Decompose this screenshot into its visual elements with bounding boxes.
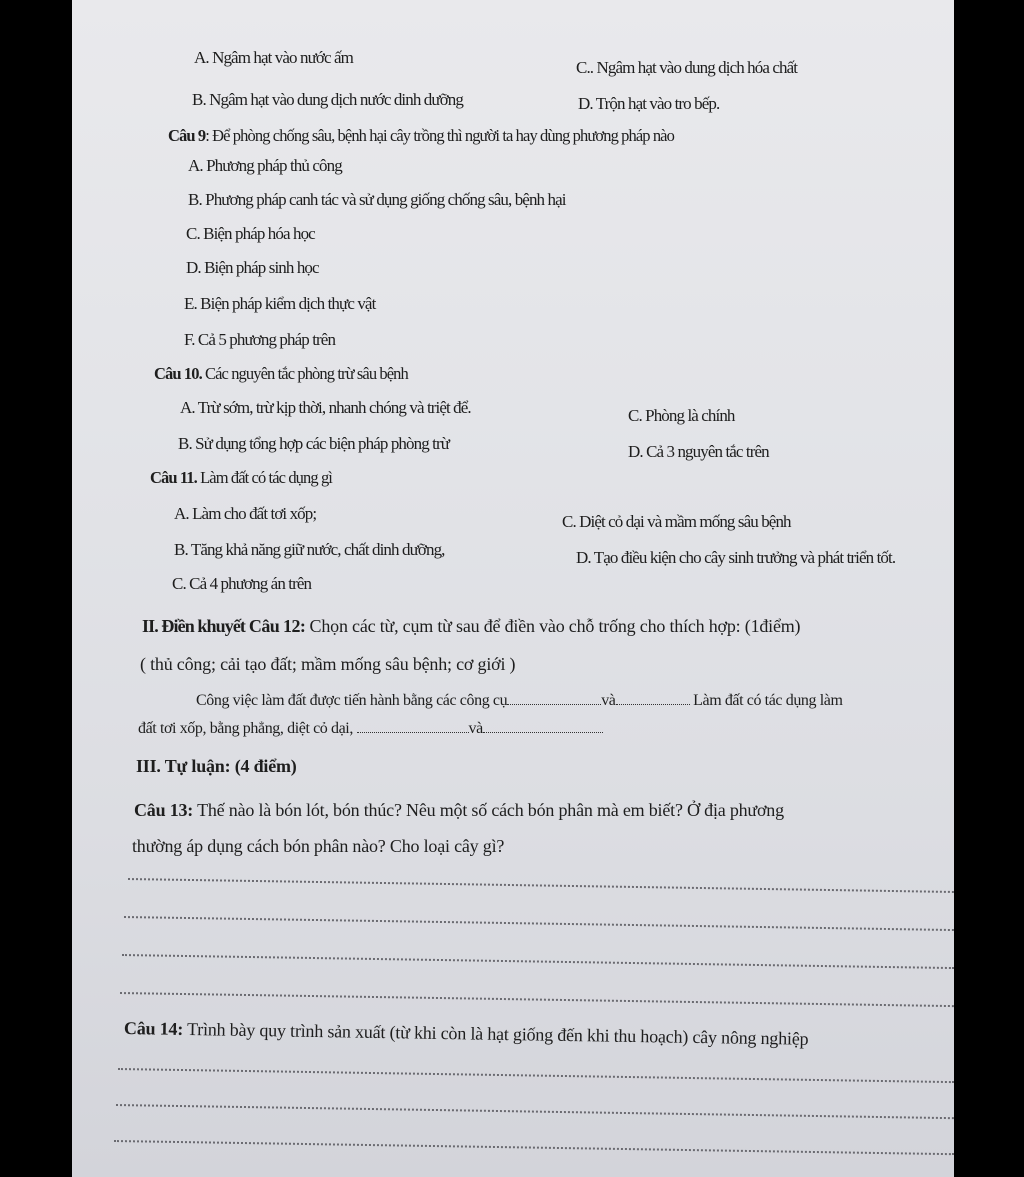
section-3-title: III. Tự luận: (4 điểm) <box>136 756 297 776</box>
question-9-label: Câu 9 <box>168 126 206 145</box>
fill-line-1 <box>196 692 843 710</box>
q8-option-d: D. Trộn hạt vào tro bếp. <box>578 94 720 113</box>
question-11-text: Làm đất có tác dụng gì <box>196 468 332 487</box>
q11-option-c: C. Diệt cỏ dại và mầm mống sâu bệnh <box>562 512 791 531</box>
section-2-heading <box>142 616 800 637</box>
question-14-text: Trình bày quy trình sản xuất (từ khi còn là hạt giống đến khi thu hoạch) cây nông nghiệp <box>182 1018 809 1049</box>
q11-option-all: C. Cả 4 phương án trên <box>172 574 312 593</box>
answer-line[interactable] <box>128 878 954 893</box>
q10-option-c: C. Phòng là chính <box>628 406 735 425</box>
question-11-label: Câu 11. <box>150 468 197 487</box>
q9-option-c: C. Biện pháp hóa học <box>186 224 315 243</box>
fill-line-2-start: đất tơi xốp, bằng phẳng, diệt cỏ dại, <box>138 720 357 737</box>
fill-and-1: và <box>601 692 616 709</box>
blank-2[interactable] <box>616 692 690 705</box>
fill-line-1-end: Làm đất có tác dụng làm <box>689 692 843 709</box>
answer-line[interactable] <box>116 1104 954 1119</box>
question-13-line-1 <box>134 800 784 821</box>
fill-line-2 <box>138 720 603 738</box>
question-14 <box>124 1018 809 1050</box>
answer-line[interactable] <box>114 1140 954 1155</box>
question-12-text: Chọn các từ, cụm từ sau để điền vào chỗ trống cho thích hợp: (1điểm) <box>305 616 801 636</box>
question-14-label: Câu 14: <box>123 1018 184 1039</box>
question-10 <box>154 364 408 384</box>
q10-option-b: B. Sử dụng tổng hợp các biện pháp phòng trừ <box>178 434 450 453</box>
question-10-label: Câu 10. <box>154 364 202 383</box>
question-13-label: Câu 13: <box>134 800 194 820</box>
answer-line[interactable] <box>122 954 954 969</box>
word-bank: ( thủ công; cải tạo đất; mầm mống sâu bệnh; cơ giới ) <box>140 654 516 674</box>
q9-option-d: D. Biện pháp sinh học <box>186 258 319 277</box>
question-10-text: Các nguyên tắc phòng trừ sâu bệnh <box>201 364 408 383</box>
q8-option-c: C.. Ngâm hạt vào dung dịch hóa chất <box>576 58 798 77</box>
answer-line[interactable] <box>124 916 954 931</box>
fill-line-1-start: Công việc làm đất được tiến hành bằng các công cụ <box>196 692 508 709</box>
exam-paper <box>72 0 954 1177</box>
q11-option-a: A. Làm cho đất tơi xốp; <box>174 504 317 523</box>
question-13-line-2: thường áp dụng cách bón phân nào? Cho loại cây gì? <box>132 836 505 856</box>
q10-option-a: A. Trừ sớm, trừ kịp thời, nhanh chóng và triệt để. <box>180 398 471 417</box>
q8-option-b: B. Ngâm hạt vào dung dịch nước dinh dưỡng <box>192 90 463 109</box>
question-9-text: : Để phòng chống sâu, bệnh hại cây trồng thì người ta hay dùng phương pháp nào <box>205 126 674 145</box>
q9-option-f: F. Cả 5 phương pháp trên <box>184 330 336 349</box>
section-2-title: II. Điền khuyết <box>142 616 246 636</box>
answer-line[interactable] <box>118 1068 954 1083</box>
blank-4[interactable] <box>483 720 603 733</box>
q11-option-b: B. Tăng khả năng giữ nước, chất dinh dưỡng, <box>174 540 445 559</box>
blank-3[interactable] <box>357 720 469 733</box>
fill-and-2: và <box>468 720 483 737</box>
q8-option-a: A. Ngâm hạt vào nước ấm <box>194 48 353 67</box>
answer-line[interactable] <box>120 992 954 1007</box>
question-9 <box>168 126 674 146</box>
q10-option-d: D. Cả 3 nguyên tắc trên <box>628 442 769 461</box>
q9-option-b: B. Phương pháp canh tác và sử dụng giống chống sâu, bệnh hại <box>188 190 566 209</box>
q9-option-a: A. Phương pháp thủ công <box>188 156 342 175</box>
question-11 <box>150 468 332 488</box>
question-12-label: Câu 12: <box>245 616 306 636</box>
q11-option-d: D. Tạo điều kiện cho cây sinh trưởng và phát triển tốt. <box>576 548 896 567</box>
blank-1[interactable] <box>507 692 601 705</box>
question-13-text-1: Thế nào là bón lót, bón thúc? Nêu một số cách bón phân mà em biết? Ở địa phương <box>193 800 784 820</box>
q9-option-e: E. Biện pháp kiểm dịch thực vật <box>184 294 376 313</box>
